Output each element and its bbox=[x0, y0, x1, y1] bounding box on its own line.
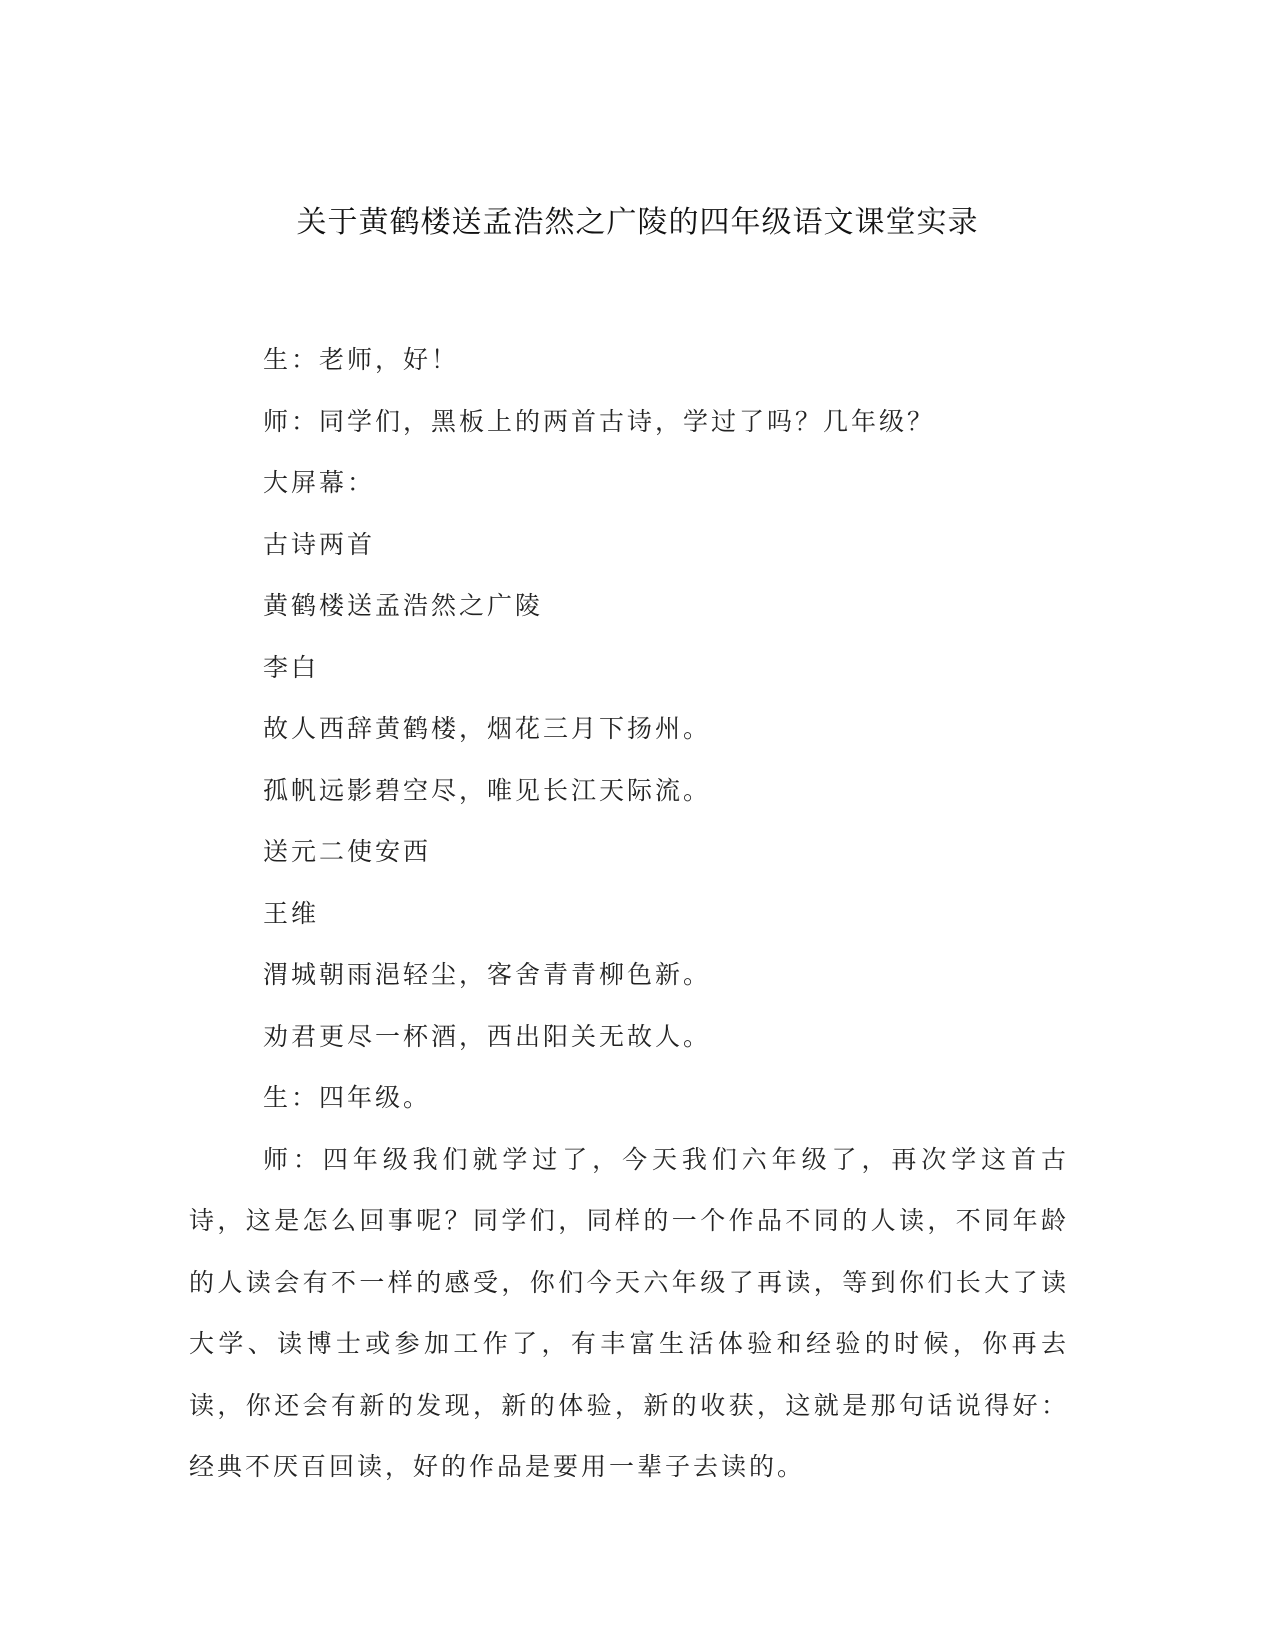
screen-label: 大屏幕： bbox=[263, 468, 376, 497]
dialogue-line: 生：老师，好！ bbox=[263, 345, 460, 374]
poem-verse: 劝君更尽一杯酒，西出阳关无故人。 bbox=[263, 1021, 712, 1051]
poem-title: 送元二使安西 bbox=[263, 837, 432, 866]
dialogue-line: 师：同学们，黑板上的两首古诗，学过了吗？几年级？ bbox=[263, 406, 936, 436]
teacher-paragraph: 师：四年级我们就学过了，今天我们六年级了，再次学这首古诗，这是怎么回事呢？同学们，同样的一个作品不同的人读，不同年龄的人读会有不一样的感受，你们今天六年级了再读，等到你们长大了读大学、读博士或参加工作了，有丰富生活体验和经验的时候，你再去读，你还会有新的发现，新的体验，新的收获，这就是那句话说得好：经典不厌百回读，好的作品是要用一辈子去读的。 bbox=[189, 1144, 1069, 1481]
dialogue-line: 生：四年级。 bbox=[263, 1083, 432, 1112]
poem-title: 黄鹤楼送孟浩然之广陵 bbox=[263, 591, 544, 620]
poem-author: 李白 bbox=[263, 652, 320, 682]
poem-verse: 故人西辞黄鹤楼，烟花三月下扬州。 bbox=[263, 714, 712, 743]
poem-collection-title: 古诗两首 bbox=[263, 529, 376, 559]
document-body bbox=[189, 329, 1069, 1498]
poem-verse: 渭城朝雨浥轻尘，客舍青青柳色新。 bbox=[263, 960, 712, 989]
poem-verse: 孤帆远影碧空尽，唯见长江天际流。 bbox=[263, 775, 712, 805]
document-title: 关于黄鹤楼送孟浩然之广陵的四年级语文课堂实录 bbox=[296, 205, 979, 240]
poem-author: 王维 bbox=[263, 898, 320, 928]
